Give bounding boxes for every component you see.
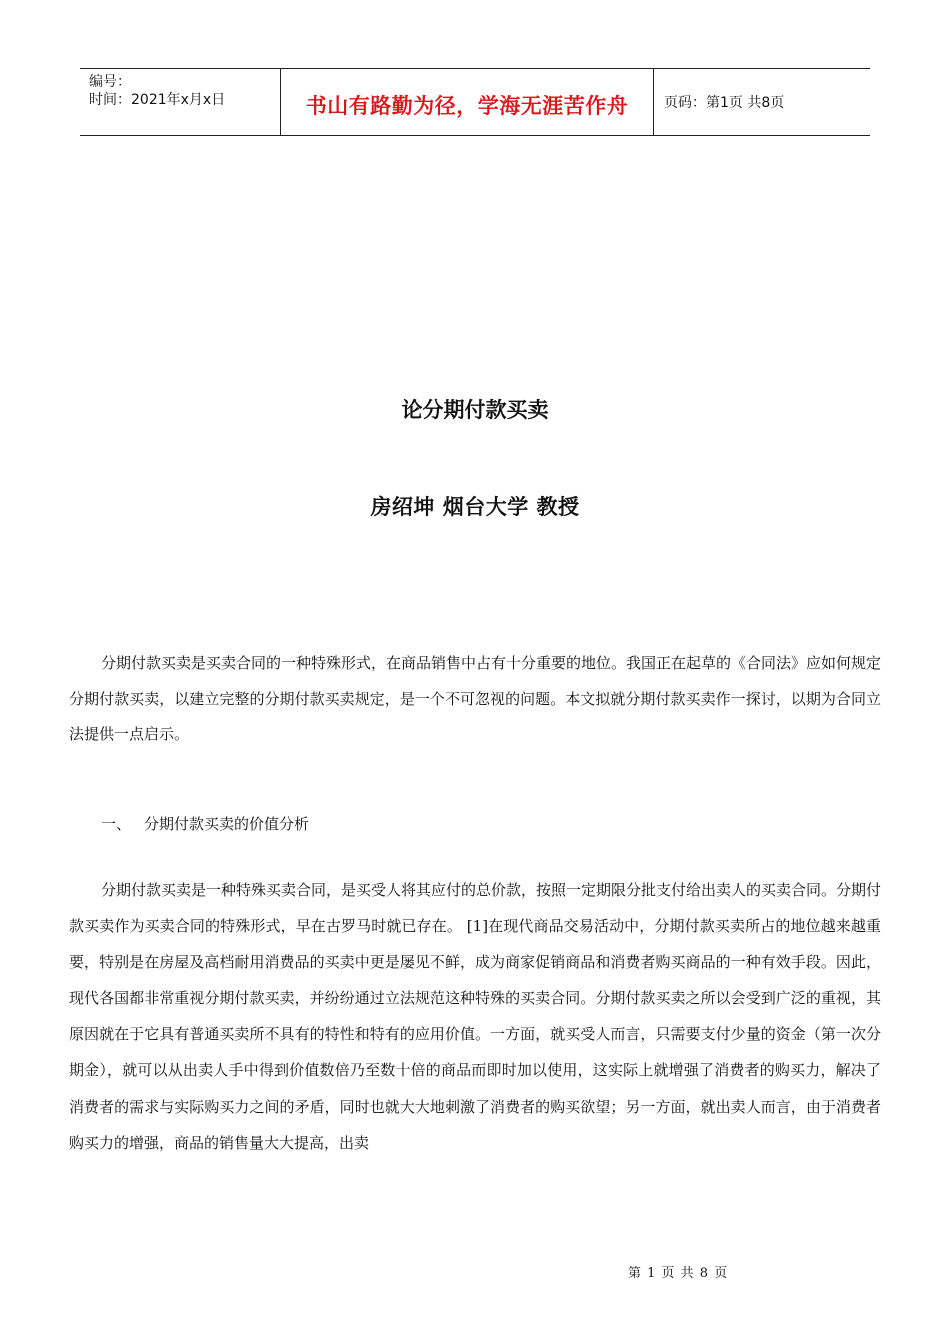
header-page-cell [654,69,870,135]
section-title: 分期付款买卖的价值分析 [144,815,310,833]
document-header [80,68,870,136]
header-motto-cell [281,69,654,135]
header-meta-cell [80,69,281,135]
time-label: 时间：2021年x月x日 [89,92,226,108]
section-number: 一、 [101,815,132,833]
intro-paragraph: 分期付款买卖是买卖合同的一种特殊形式，在商品销售中占有十分重要的地位。我国正在起草的《合同法》应如何规定分期付款买卖，以建立完整的分期付款买卖规定，是一个不可忽视的问题。本文拟就分期付款买卖作一探讨，以期为合同立法提供一点启示。 [69,654,882,743]
page-info: 页码：第1页 共8页 [664,95,785,111]
number-label: 编号： [89,74,131,90]
body-paragraph: 分期付款买卖是一种特殊买卖合同，是买受人将其应付的总价款，按照一定期限分批支付给出卖人的买卖合同。分期付款买卖作为买卖合同的特殊形式，早在古罗马时就已存在。 [1]在现代商品交易活动中，分期付款买卖所占的地位越来越重要，特别是在房屋及高档耐用消费品的买卖中更是屡见不鲜，成为商家促销商品和消费者购买商品的一种有效手段。因此，现代各国都非常重视分期付款买卖，并纷纷通过立法规范这种特殊的买卖合同。分期付款买卖之所以会受到广泛的重视，其原因就在于它具有普通买卖所不具有的特性和特有的应用价值。一方面，就买受人而言，只需要支付少量的资金（第一次分期金），就可以从出卖人手中得到价值数倍乃至数十倍的商品而即时加以使用，这实际上就增强了消费者的购买力，解决了消费者的需求与实际购买力之间的矛盾，同时也就大大地刺激了消费者的购买欲望；另一方面，就出卖人而言，由于消费者购买力的增强，商品的销售量大大提高，出卖 [69,881,882,1152]
motto-text: 书山有路勤为径，学海无涯苦作舟 [305,94,629,118]
author-line: 房绍坤 烟台大学 教授 [370,495,580,519]
section-heading [101,812,309,836]
document-title: 论分期付款买卖 [401,398,549,422]
page-footer: 第 1 页 共 8 页 [628,1266,729,1281]
